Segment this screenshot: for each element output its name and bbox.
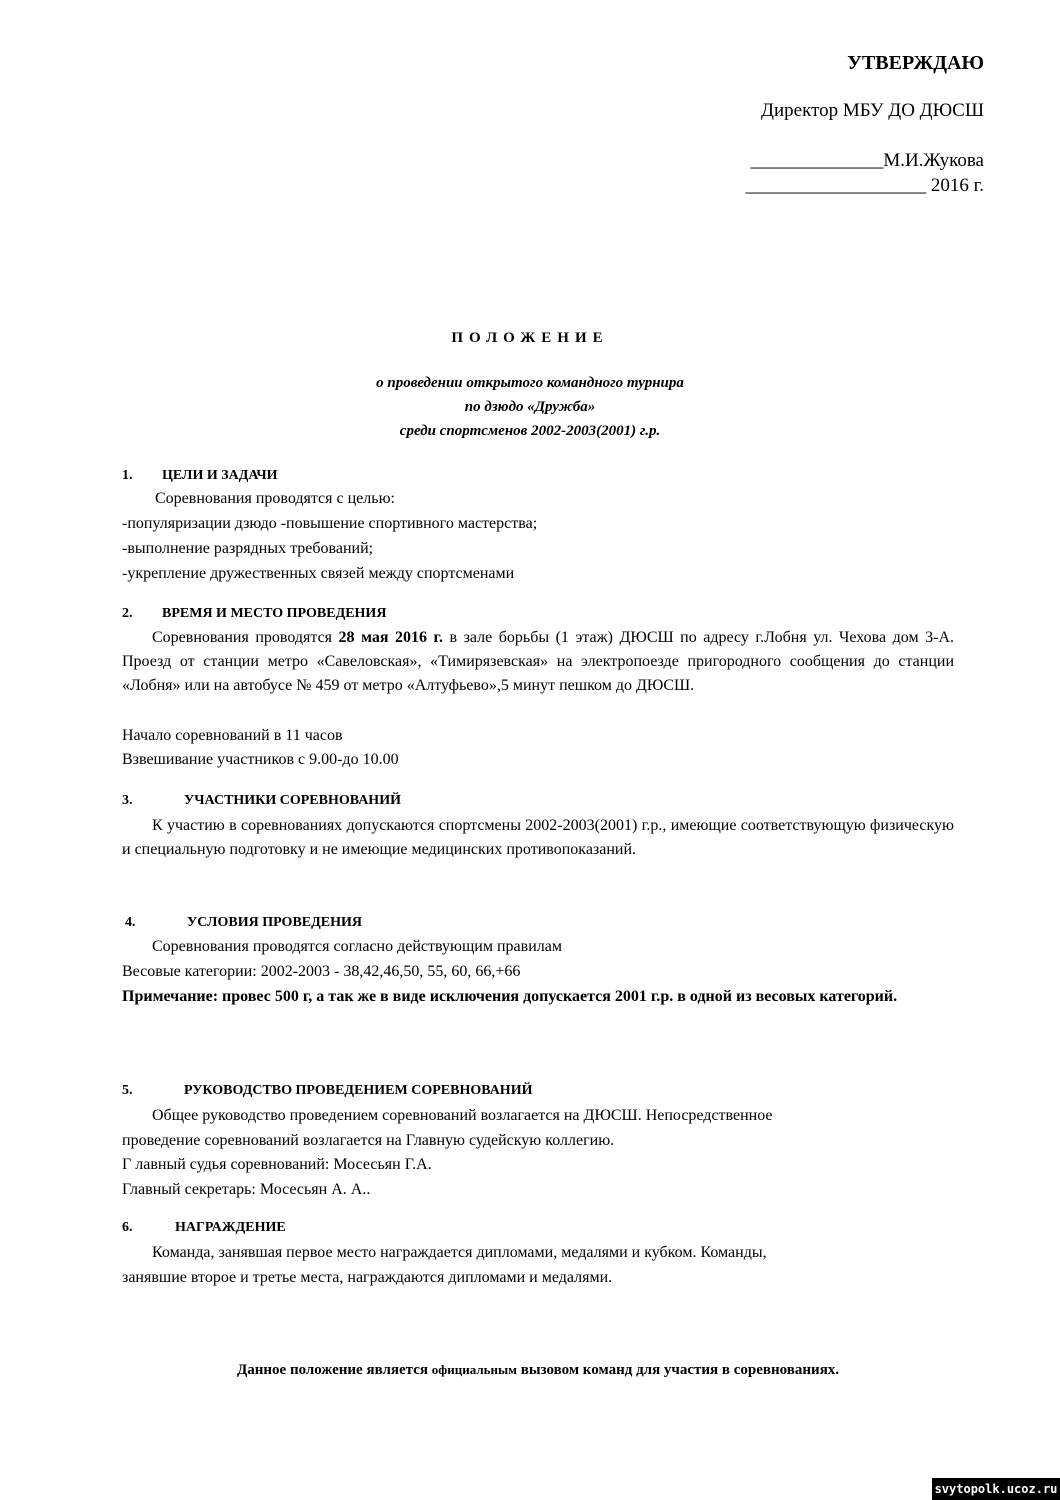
section-6-line-2: занявшие второе и третье места, награждаются дипломами и медалями. xyxy=(122,1269,613,1286)
approval-title: УТВЕРЖДАЮ xyxy=(847,52,984,74)
section-6-title: НАГРАЖДЕНИЕ xyxy=(175,1220,286,1235)
section-2-title: ВРЕМЯ И МЕСТО ПРОВЕДЕНИЯ xyxy=(162,606,387,621)
subtitle-line-2: по дзюдо «Дружба» xyxy=(464,399,596,415)
site-watermark: svytopolk.ucoz.ru xyxy=(932,1478,1060,1500)
approval-position: Директор МБУ ДО ДЮСШ xyxy=(761,100,984,121)
section-6-number: 6. xyxy=(122,1220,133,1235)
event-date: 28 мая 2016 г. xyxy=(338,629,443,646)
section-3-paragraph: К участию в соревнованиях допускаются спортсмены 2002-2003(2001) г.р., имеющие соответствующую физическую и специальную подготовку и не имеющие медицинских противопоказаний. xyxy=(122,817,954,858)
section-5-line-1: Общее руководство проведением соревнований возлагается на ДЮСШ. Непосредственное xyxy=(152,1107,773,1124)
approval-signature: ______________М.И.Жукова xyxy=(750,150,984,171)
section-4-title: УСЛОВИЯ ПРОВЕДЕНИЯ xyxy=(187,915,362,930)
section-1-line-3: -выполнение разрядных требований; xyxy=(122,540,374,557)
section-3-title: УЧАСТНИКИ СОРЕВНОВАНИЙ xyxy=(184,793,401,808)
section-5-title: РУКОВОДСТВО ПРОВЕДЕНИЕМ СОРЕВНОВАНИЙ xyxy=(184,1083,533,1098)
document-title: ПОЛОЖЕНИЕ xyxy=(451,330,609,346)
section-3-number: 3. xyxy=(122,793,133,808)
section-2-number: 2. xyxy=(122,606,133,621)
approval-date: ___________________ 2016 г. xyxy=(745,175,984,196)
section-4-note: Примечание: провес 500 г, а так же в виде исключения допускается 2001 г.р. в одной из весовых категорий. xyxy=(122,988,898,1005)
section-4-number: 4. xyxy=(125,915,136,930)
subtitle-line-1: о проведении открытого командного турнира xyxy=(376,375,684,391)
section-2-start-time: Начало соревнований в 11 часов xyxy=(122,727,343,744)
section-1-line-4: -укрепление дружественных связей между спортсменами xyxy=(122,565,515,582)
section-2-paragraph: Соревнования проводятся 28 мая 2016 г. в зале борьбы (1 этаж) ДЮСШ по адресу г.Лобня ул. Чехова дом 3-А. Проезд от станции метро «Савеловская», «Тимирязевская» на электропоезде пригородного сообщения до станции «Лобня» или на автобусе № 459 от метро «Алтуфьево»,5 минут пешком до ДЮСШ. xyxy=(122,629,954,694)
section-5-line-4: Главный секретарь: Мосесьян А. А.. xyxy=(122,1181,371,1198)
section-2-weigh-in: Взвешивание участников с 9.00-до 10.00 xyxy=(122,751,399,768)
section-1-line-2: -популяризации дзюдо -повышение спортивного мастерства; xyxy=(122,515,538,532)
subtitle-line-3: среди спортсменов 2002-2003(2001) г.р. xyxy=(399,423,661,439)
section-4-line-1: Соревнования проводятся согласно действующим правилам xyxy=(152,938,562,955)
section-1-line-1: Соревнования проводятся с целью: xyxy=(155,490,395,507)
section-5-line-2: проведение соревнований возлагается на Главную судейскую коллегию. xyxy=(122,1132,615,1149)
section-1-title: ЦЕЛИ И ЗАДАЧИ xyxy=(162,468,278,483)
section-4-line-2: Весовые категории: 2002-2003 - 38,42,46,50, 55, 60, 66,+66 xyxy=(122,963,521,980)
section-1-number: 1. xyxy=(122,468,133,483)
section-5-number: 5. xyxy=(122,1083,133,1098)
section-5-line-3: Г лавный судья соревнований: Мосесьян Г.А. xyxy=(122,1156,432,1173)
footer-statement: Данное положение является официальным вызовом команд для участия в соревнованиях. xyxy=(236,1362,840,1378)
section-6-line-1: Команда, занявшая первое место награждается дипломами, медалями и кубком. Команды, xyxy=(152,1244,767,1261)
